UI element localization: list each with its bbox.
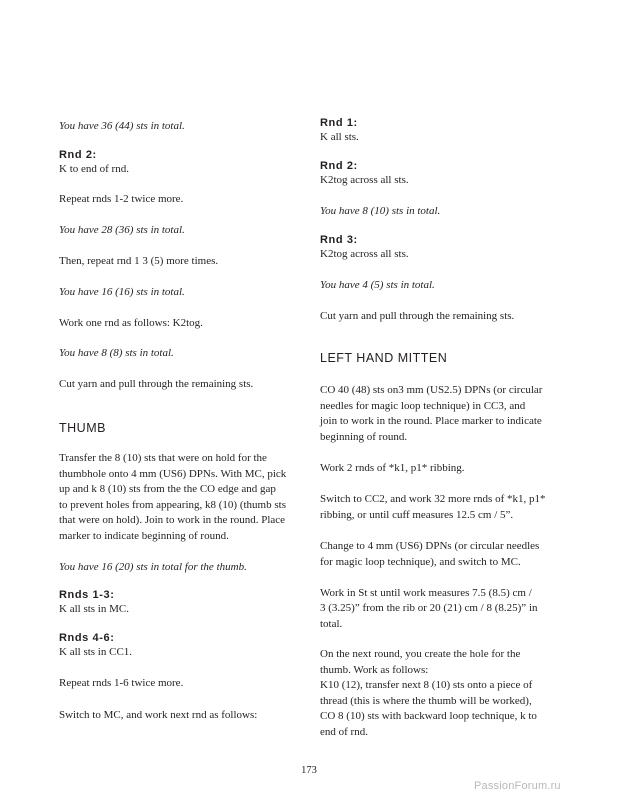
- stockinette-line: 3 (3.25)” from the rib or 20 (21) cm / 8 (8.25)” in: [320, 602, 538, 614]
- instruction: K2tog across all sts.: [320, 248, 409, 260]
- round-heading: Rnds 4-6:: [59, 632, 115, 644]
- instruction: Repeat rnds 1-6 twice more.: [59, 677, 184, 689]
- cast-on-line: CO 40 (48) sts on3 mm (US2.5) DPNs (or circular: [320, 384, 543, 396]
- thumb-hole-line: CO 8 (10) sts with backward loop technique, k to: [320, 710, 537, 722]
- stitch-count-note: You have 16 (20) sts in total for the thumb.: [59, 561, 247, 573]
- stockinette-line: Work in St st until work measures 7.5 (8.5) cm /: [320, 587, 532, 599]
- thumb-line: marker to indicate beginning of round.: [59, 530, 229, 542]
- stitch-count-note: You have 8 (10) sts in total.: [320, 205, 441, 217]
- instruction: K to end of rnd.: [59, 163, 129, 175]
- instruction: Repeat rnds 1-2 twice more.: [59, 193, 184, 205]
- instruction: K all sts in CC1.: [59, 646, 133, 658]
- thumb-hole-line: On the next round, you create the hole for the: [320, 648, 521, 660]
- section-heading-thumb: THUMB: [59, 421, 106, 435]
- round-heading: Rnds 1-3:: [59, 589, 115, 601]
- thumb-hole-line: K10 (12), transfer next 8 (10) sts onto a piece of: [320, 679, 533, 691]
- switch-line: Switch to CC2, and work 32 more rnds of *k1, p1*: [320, 493, 546, 505]
- instruction: Then, repeat rnd 1 3 (5) more times.: [59, 255, 219, 267]
- stitch-count-note: You have 8 (8) sts in total.: [59, 347, 174, 359]
- thumb-line: that were on hold). Join to work in the round. Place: [59, 514, 286, 526]
- page-number: 173: [301, 765, 317, 776]
- instruction: Cut yarn and pull through the remaining sts.: [320, 310, 515, 322]
- stitch-count-note: You have 36 (44) sts in total.: [59, 120, 185, 132]
- thumb-hole-line: thread (this is where the thumb will be worked),: [320, 695, 532, 707]
- instruction: K all sts.: [320, 131, 359, 143]
- cast-on-line: needles for magic loop technique) in CC3, and: [320, 400, 526, 412]
- cast-on-line: beginning of round.: [320, 431, 408, 443]
- stitch-count-note: You have 16 (16) sts in total.: [59, 286, 185, 298]
- change-line: for magic loop technique), and switch to MC.: [320, 556, 521, 568]
- thumb-line: Transfer the 8 (10) sts that were on hold for the: [59, 452, 267, 464]
- stitch-count-note: You have 4 (5) sts in total.: [320, 279, 435, 291]
- stockinette-line: total.: [320, 618, 343, 630]
- instruction: Work one rnd as follows: K2tog.: [59, 317, 203, 329]
- thumb-line: up and k 8 (10) sts from the the CO edge and gap: [59, 483, 276, 495]
- round-heading: Rnd 1:: [320, 117, 358, 129]
- thumb-hole-line: thumb. Work as follows:: [320, 664, 429, 676]
- cast-on-line: join to work in the round. Place marker to indicate: [320, 415, 542, 427]
- section-heading-left-hand-mitten: LEFT HAND MITTEN: [320, 351, 448, 365]
- round-heading: Rnd 2:: [320, 160, 358, 172]
- stitch-count-note: You have 28 (36) sts in total.: [59, 224, 185, 236]
- instruction: K2tog across all sts.: [320, 174, 409, 186]
- thumb-line: thumbhole onto 4 mm (US6) DPNs. With MC, pick: [59, 468, 287, 480]
- watermark: PassionForum.ru: [474, 780, 561, 792]
- instruction: Cut yarn and pull through the remaining sts.: [59, 378, 254, 390]
- thumb-hole-line: end of rnd.: [320, 726, 368, 738]
- round-heading: Rnd 3:: [320, 234, 358, 246]
- change-line: Change to 4 mm (US6) DPNs (or circular needles: [320, 540, 540, 552]
- instruction: Work 2 rnds of *k1, p1* ribbing.: [320, 462, 465, 474]
- switch-line: ribbing, or until cuff measures 12.5 cm / 5”.: [320, 509, 514, 521]
- thumb-line: to prevent holes from appearing, k8 (10) (thumb sts: [59, 499, 286, 511]
- instruction: K all sts in MC.: [59, 603, 129, 615]
- round-heading: Rnd 2:: [59, 149, 97, 161]
- instruction: Switch to MC, and work next rnd as follows:: [59, 709, 258, 721]
